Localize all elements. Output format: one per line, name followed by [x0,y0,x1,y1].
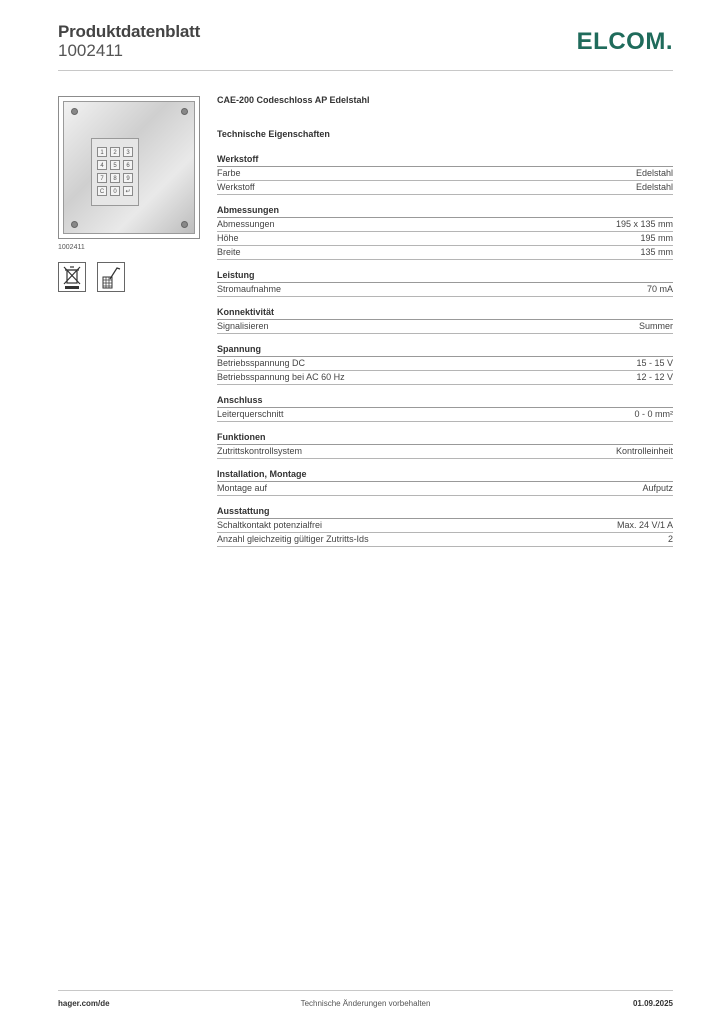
spec-label: Schaltkontakt potenzialfrei [217,520,323,530]
keypad-key: 4 [97,160,107,170]
spec-value: Aufputz [642,483,673,493]
spec-value: 12 - 12 V [636,372,673,382]
keypad-key: 5 [110,160,120,170]
spec-value: Edelstahl [635,168,673,178]
keypad-key: 9 [123,173,133,183]
keypad-key: 6 [123,160,133,170]
product-image [58,96,200,239]
spec-row [217,445,673,459]
spec-group-title: Abmessungen [217,205,673,218]
spec-group [217,395,673,422]
spec-value: Summer [638,321,673,331]
spec-row [217,482,673,496]
page-header [58,20,673,71]
elcom-logo: ELCOM. [576,28,673,55]
keypad-key: 1 [97,147,107,157]
document-title: Produktdatenblatt [58,22,201,41]
spec-group [217,205,673,260]
spec-row [217,181,673,195]
spec-group [217,270,673,297]
spec-row [217,320,673,334]
keypad-key: ↵ [123,186,133,196]
spec-group-title: Ausstattung [217,506,673,519]
spec-label: Werkstoff [217,182,255,192]
spec-row [217,357,673,371]
spec-value: 70 mA [646,284,673,294]
screw-icon [181,221,188,228]
spec-label: Abmessungen [217,219,275,229]
spec-group-title: Leistung [217,270,673,283]
spec-label: Farbe [217,168,241,178]
spec-value: 195 x 135 mm [615,219,673,229]
keypad [91,138,139,206]
spec-row [217,533,673,547]
footer-note: Technische Änderungen vorbehalten [300,999,431,1008]
document-number: 1002411 [58,41,123,60]
stainless-plate [63,101,195,234]
spec-row [217,167,673,181]
spec-value: 135 mm [640,247,673,257]
spec-value: Kontrolleinheit [615,446,673,456]
spec-label: Stromaufnahme [217,284,282,294]
spec-value: Edelstahl [635,182,673,192]
keypad-key: 8 [110,173,120,183]
spec-label: Montage auf [217,483,268,493]
keypad-key: C [97,186,107,196]
spec-label: Höhe [217,233,239,243]
screw-icon [71,221,78,228]
spec-row [217,218,673,232]
spec-group [217,506,673,547]
spec-group-title: Werkstoff [217,154,673,167]
footer-website: hager.com/de [58,999,110,1008]
spec-groups [217,154,673,547]
spec-value: 2 [667,534,673,544]
spec-group [217,469,673,496]
page-footer [58,990,673,1015]
spec-group [217,344,673,385]
section-title: Technische Eigenschaften [217,129,330,139]
spec-value: 195 mm [640,233,673,243]
image-caption: 1002411 [58,244,85,251]
spec-row [217,519,673,533]
spec-group-title: Anschluss [217,395,673,408]
spec-group-title: Spannung [217,344,673,357]
product-details [217,94,673,547]
spec-group-title: Installation, Montage [217,469,673,482]
weee-bin-icon [58,262,86,292]
spec-row [217,283,673,297]
spec-label: Zutrittskontrollsystem [217,446,303,456]
screw-icon [71,108,78,115]
spec-group [217,307,673,334]
spec-row [217,246,673,260]
spec-label: Breite [217,247,241,257]
spec-group [217,154,673,195]
footer-date: 01.09.2025 [632,999,673,1008]
spec-label: Betriebsspannung DC [217,358,306,368]
keypad-key: 7 [97,173,107,183]
spec-value: Max. 24 V/1 A [616,520,673,530]
spec-value: 15 - 15 V [636,358,673,368]
keypad-key: 0 [110,186,120,196]
spec-label: Signalisieren [217,321,269,331]
spec-label: Betriebsspannung bei AC 60 Hz [217,372,345,382]
keypad-key: 2 [110,147,120,157]
spec-value: 0 - 0 mm² [634,409,673,419]
spec-group-title: Funktionen [217,432,673,445]
keypad-grid [97,147,133,196]
spec-group [217,432,673,459]
spec-label: Leiterquerschnitt [217,409,284,419]
product-name: CAE-200 Codeschloss AP Edelstahl [217,95,370,105]
keypad-key: 3 [123,147,133,157]
spec-row [217,232,673,246]
spec-row [217,371,673,385]
tool-icon [97,262,125,292]
spec-label: Anzahl gleichzeitig gültiger Zutritts-Ids [217,534,369,544]
screw-icon [181,108,188,115]
spec-group-title: Konnektivität [217,307,673,320]
spec-row [217,408,673,422]
